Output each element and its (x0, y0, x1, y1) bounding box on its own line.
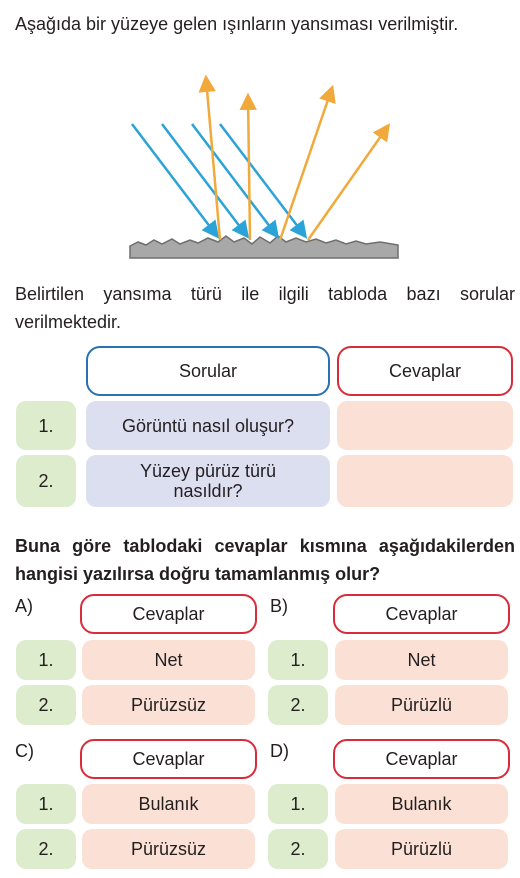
option-d-row-2-number: 2. (268, 829, 328, 869)
table-row-1-answer (337, 401, 513, 450)
intro-text: Aşağıda bir yüzeye gelen ışınların yansıması verilmiştir. (15, 14, 459, 34)
option-d-row-2-answer: Pürüzlü (335, 829, 508, 869)
option-c-letter[interactable]: C) (15, 741, 34, 761)
option-b-header: Cevaplar (333, 594, 510, 634)
reflected-ray-2 (248, 96, 250, 240)
option-a-row-2-number: 2. (16, 685, 76, 725)
table-row-2-answer (337, 455, 513, 507)
option-b-row-1-number: 1. (268, 640, 328, 680)
option-b-row-1-answer: Net (335, 640, 508, 680)
table-row-1-number: 1. (16, 401, 76, 450)
option-a-row-1-number: 1. (16, 640, 76, 680)
option-b-row-2-answer: Pürüzlü (335, 685, 508, 725)
option-b-row-2-number: 2. (268, 685, 328, 725)
option-d-row-1-answer: Bulanık (335, 784, 508, 824)
table-row-2-number: 2. (16, 455, 76, 507)
description-text: Belirtilen yansıma türü ile ilgili tabloda bazı sorular verilmektedir. (15, 284, 515, 332)
reflected-ray-4 (308, 126, 388, 240)
option-d-row-1-number: 1. (268, 784, 328, 824)
option-c-row-1-number: 1. (16, 784, 76, 824)
option-b-letter[interactable]: B) (270, 596, 288, 616)
option-a-row-1-answer: Net (82, 640, 255, 680)
table-header-answers: Cevaplar (337, 346, 513, 396)
question-text: Buna göre tablodaki cevaplar kısmına aşağıdakilerden hangisi yazılırsa doğru tamamlanmış olur? (15, 536, 515, 584)
option-c-row-1-answer: Bulanık (82, 784, 255, 824)
option-d-header: Cevaplar (333, 739, 510, 779)
option-d-letter[interactable]: D) (270, 741, 289, 761)
table-row-1-question: Görüntü nasıl oluşur? (86, 401, 330, 450)
option-a-row-2-answer: Pürüzsüz (82, 685, 255, 725)
table-row-2-question: Yüzey pürüz türü nasıldır? (86, 455, 330, 507)
option-a-letter[interactable]: A) (15, 596, 33, 616)
option-c-row-2-number: 2. (16, 829, 76, 869)
option-c-header: Cevaplar (80, 739, 257, 779)
option-c-row-2-answer: Pürüzsüz (82, 829, 255, 869)
rough-surface (130, 236, 398, 258)
reflection-diagram (120, 68, 420, 268)
option-a-header: Cevaplar (80, 594, 257, 634)
table-header-questions: Sorular (86, 346, 330, 396)
